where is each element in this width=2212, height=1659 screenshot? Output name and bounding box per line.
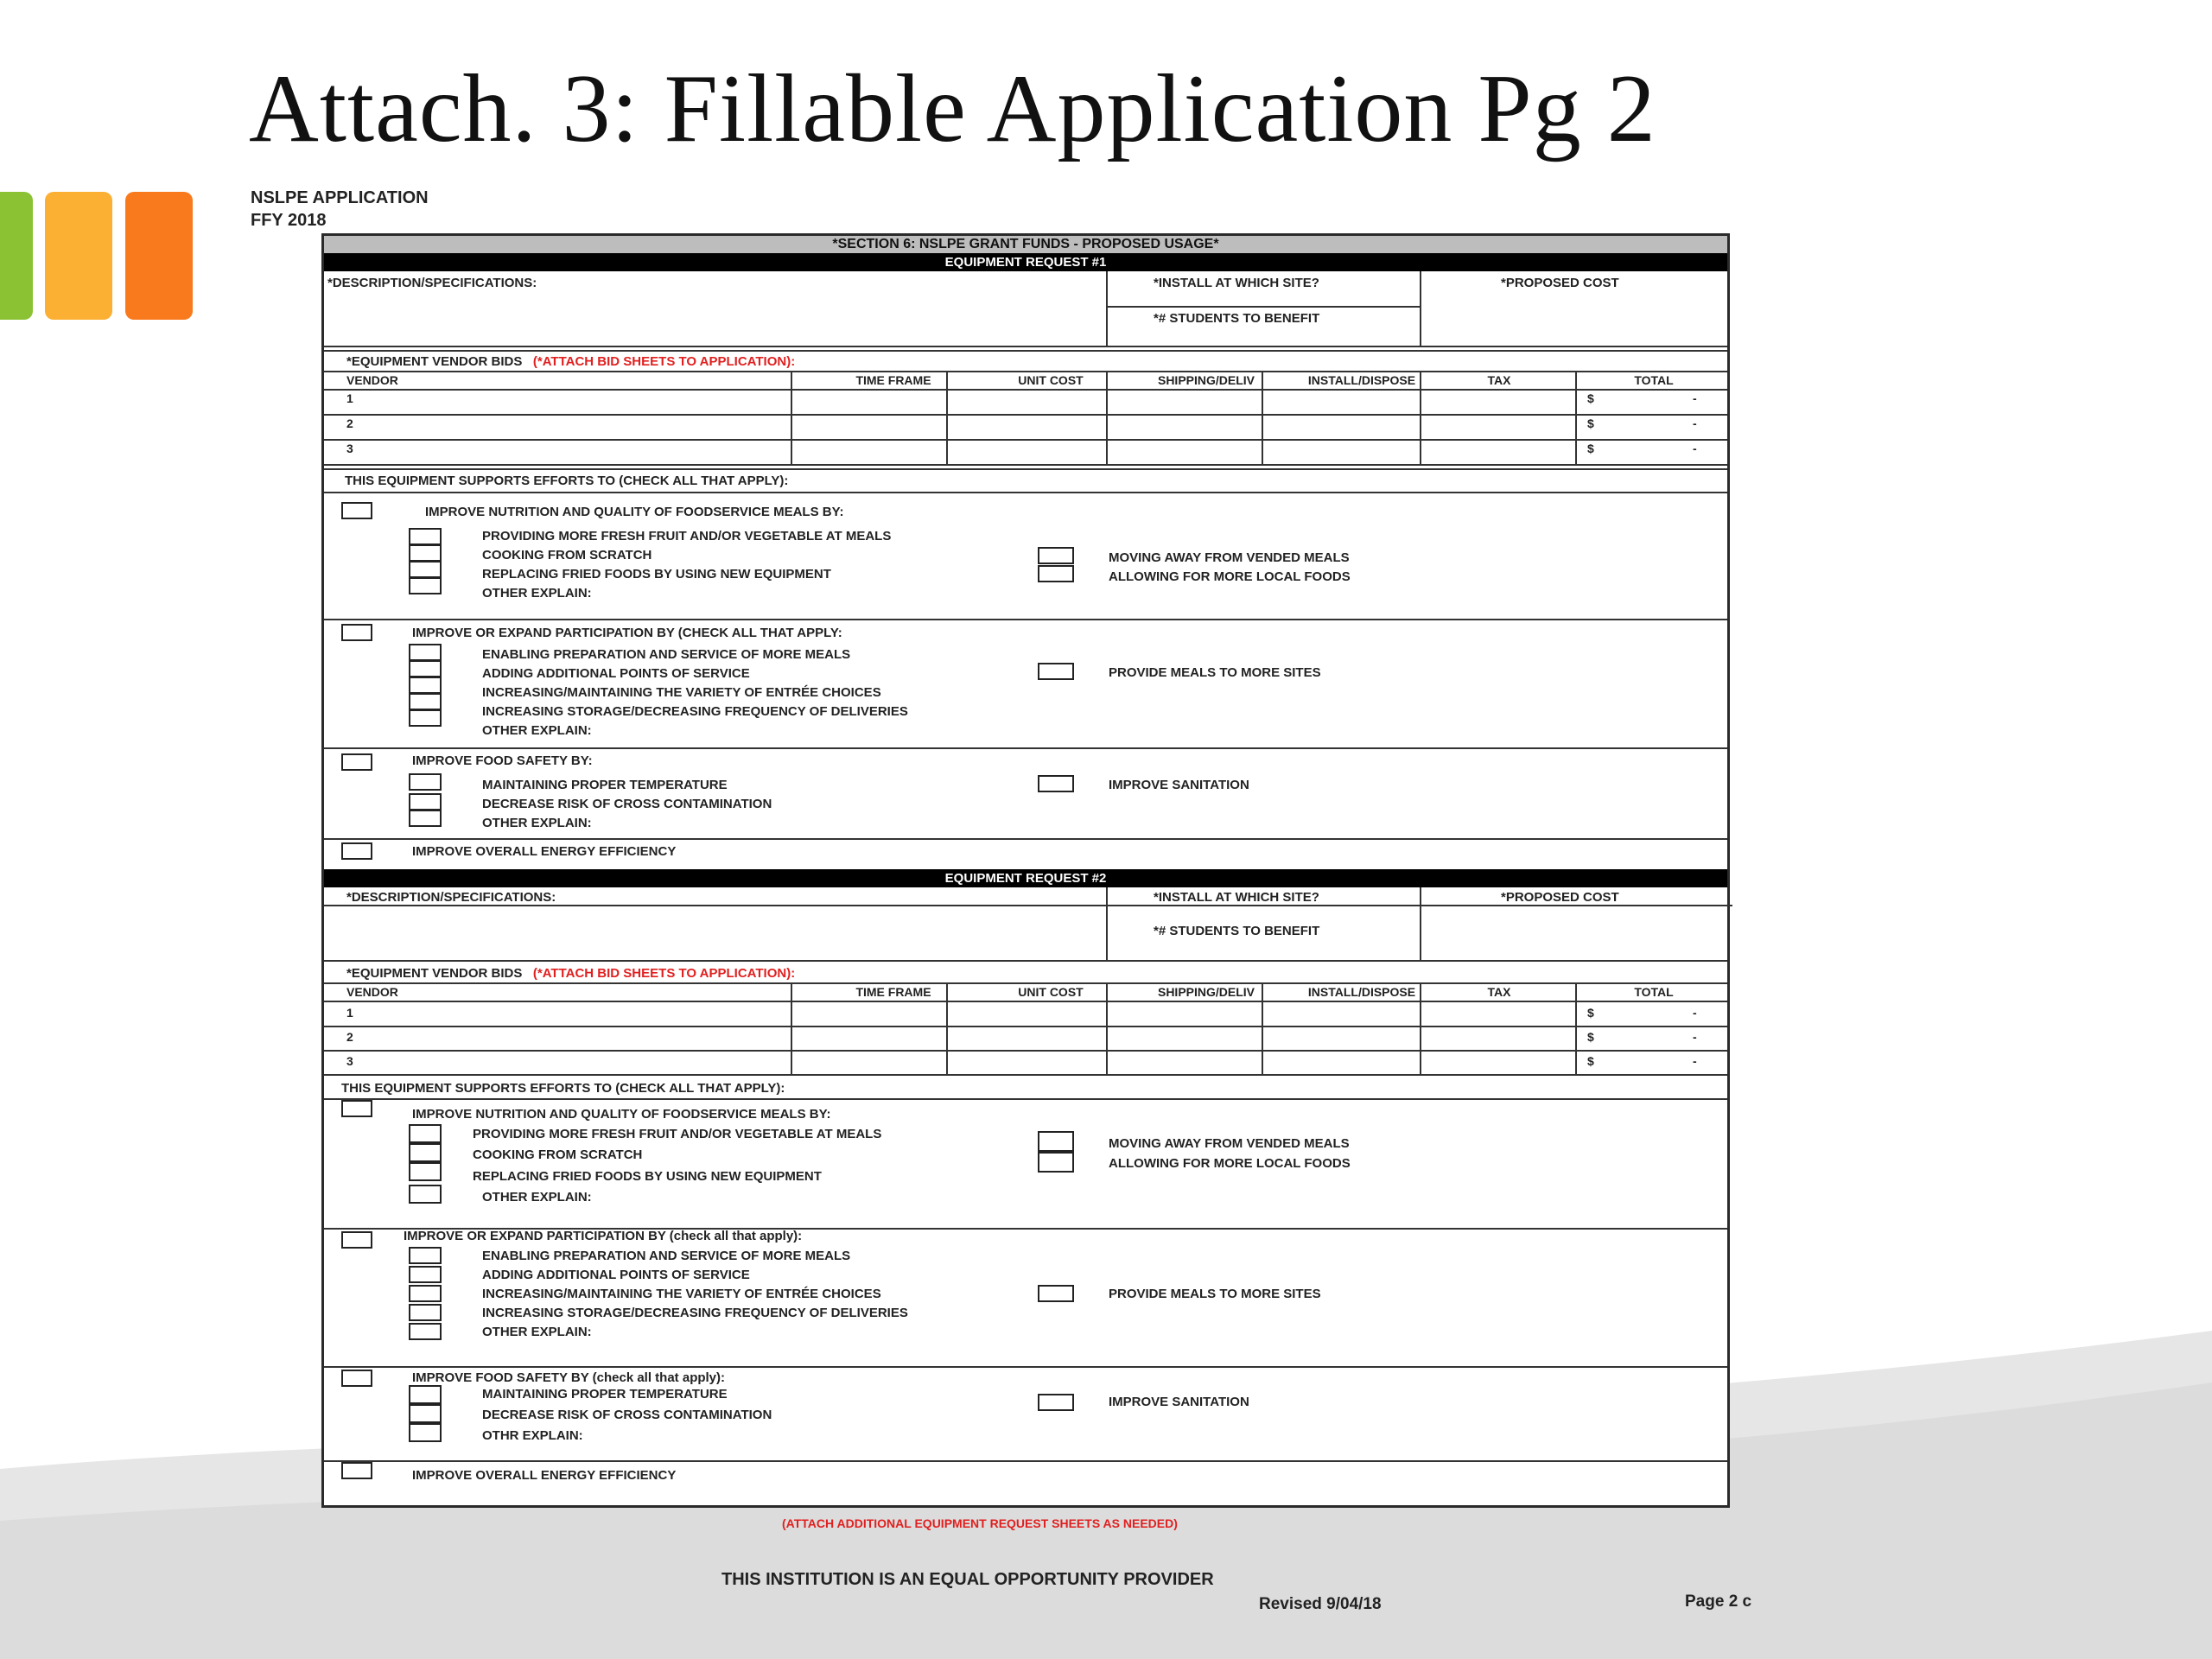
req1-participation-item-2: ADDING ADDITIONAL POINTS OF SERVICE: [482, 666, 750, 681]
table-row-dollar: $: [1587, 1006, 1594, 1020]
req2-safety-checkbox[interactable]: [341, 1370, 372, 1387]
req2-participation-checkbox-4[interactable]: [409, 1304, 442, 1321]
req2-participation-item-2: ADDING ADDITIONAL POINTS OF SERVICE: [482, 1268, 750, 1282]
req2-description-text: *DESCRIPTION/SPECIFICATIONS:: [346, 890, 556, 905]
req2-local-label: ALLOWING FOR MORE LOCAL FOODS: [1109, 1156, 1351, 1171]
req2-supports-label: THIS EQUIPMENT SUPPORTS EFFORTS TO (CHECK ALL THAT APPLY):: [341, 1081, 785, 1096]
section-title: *SECTION 6: NSLPE GRANT FUNDS - PROPOSED USAGE*: [324, 236, 1727, 253]
table-row-number: 1: [346, 391, 353, 405]
req1-install-label: *INSTALL AT WHICH SITE?: [1154, 276, 1319, 290]
req2-col-shipping: SHIPPING/DELIV: [1157, 985, 1255, 999]
req2-participation-title: IMPROVE OR EXPAND PARTICIPATION BY (check all that apply):: [404, 1229, 803, 1243]
table-row-dash: -: [1693, 391, 1697, 405]
divider: [324, 350, 1727, 352]
req2-nutrition-item-1: PROVIDING MORE FRESH FRUIT AND/OR VEGETABLE AT MEALS: [473, 1127, 882, 1141]
req1-nutrition-checkbox-2[interactable]: [409, 544, 442, 562]
req2-col-install: INSTALL/DISPOSE: [1307, 985, 1416, 999]
req2-nutrition-checkbox-1[interactable]: [409, 1124, 442, 1143]
divider: [324, 346, 1727, 347]
req2-safety-checkbox-2[interactable]: [409, 1404, 442, 1423]
req2-sanitation-checkbox[interactable]: [1038, 1394, 1074, 1411]
table-row-dollar: $: [1587, 442, 1594, 455]
req2-nutrition-checkbox-3[interactable]: [409, 1162, 442, 1181]
req1-nutrition-checkbox-1[interactable]: [409, 528, 442, 545]
table-row-dash: -: [1693, 1006, 1697, 1020]
table-row-number: 1: [346, 1006, 353, 1020]
req1-vended-checkbox[interactable]: [1038, 547, 1074, 564]
table-row-number: 2: [346, 416, 353, 430]
document-header: [251, 187, 429, 232]
req2-col-vendor: VENDOR: [346, 985, 398, 999]
req1-nutrition-item-1: PROVIDING MORE FRESH FRUIT AND/OR VEGETABLE AT MEALS: [482, 529, 892, 543]
req1-safety-checkbox-2[interactable]: [409, 793, 442, 810]
divider: [1262, 982, 1263, 1076]
req2-safety-checkbox-3[interactable]: [409, 1423, 442, 1442]
req2-col-time-frame: TIME FRAME: [855, 985, 931, 999]
req1-vended-label: MOVING AWAY FROM VENDED MEALS: [1109, 550, 1350, 565]
table-row-number: 2: [346, 1030, 353, 1044]
divider: [1575, 371, 1577, 466]
req1-participation-item-4: INCREASING STORAGE/DECREASING FREQUENCY OF DELIVERIES: [482, 704, 908, 719]
table-row-dash: -: [1693, 416, 1697, 430]
divider: [324, 468, 1727, 470]
req2-participation-checkbox[interactable]: [341, 1231, 372, 1249]
req1-participation-checkbox-3[interactable]: [409, 677, 442, 694]
divider: [946, 982, 948, 1076]
req1-bids-note: (*ATTACH BID SHEETS TO APPLICATION):: [532, 354, 796, 369]
divider: [324, 1074, 1727, 1076]
equipment-request-1-title: EQUIPMENT REQUEST #1: [324, 253, 1727, 271]
req2-participation-item-3: INCREASING/MAINTAINING THE VARIETY OF ENTRÉE CHOICES: [482, 1287, 881, 1301]
req2-safety-item-3: OTHR EXPLAIN:: [482, 1428, 583, 1443]
req2-vendor-bids-label: [346, 966, 795, 981]
divider: [1575, 982, 1577, 1076]
yellow-bar: [45, 192, 112, 320]
req2-nutrition-item-4: OTHER EXPLAIN:: [482, 1190, 592, 1205]
table-row-dollar: $: [1587, 1030, 1594, 1044]
divider: [324, 1001, 1727, 1002]
req1-description-label: [327, 276, 537, 290]
req2-vended-label: MOVING AWAY FROM VENDED MEALS: [1109, 1136, 1350, 1151]
req1-col-install: INSTALL/DISPOSE: [1307, 373, 1416, 387]
divider: [1106, 905, 1732, 906]
slide-title: Attach. 3: Fillable Application Pg 2: [249, 55, 1656, 162]
divider: [1106, 306, 1420, 308]
req1-participation-checkbox-2[interactable]: [409, 660, 442, 677]
req1-safety-item-2: DECREASE RISK OF CROSS CONTAMINATION: [482, 797, 772, 811]
divider: [1106, 371, 1108, 466]
table-row-dollar: $: [1587, 391, 1594, 405]
divider: [1106, 982, 1108, 1076]
divider: [324, 1098, 1727, 1100]
req2-nutrition-item-2: COOKING FROM SCRATCH: [473, 1147, 643, 1162]
table-row-dollar: $: [1587, 416, 1594, 430]
divider: [791, 982, 792, 1076]
table-row-dash: -: [1693, 442, 1697, 455]
req1-more-sites-checkbox[interactable]: [1038, 663, 1074, 680]
doc-header-line2: FFY 2018: [251, 211, 327, 230]
req2-nutrition-title: IMPROVE NUTRITION AND QUALITY OF FOODSERVICE MEALS BY:: [412, 1107, 831, 1122]
divider: [324, 747, 1727, 749]
table-row-dash: -: [1693, 1030, 1697, 1044]
divider: [324, 838, 1727, 840]
req1-col-unit-cost: UNIT COST: [1018, 373, 1084, 387]
divider: [1420, 271, 1421, 346]
table-row-number: 3: [346, 1054, 353, 1068]
req2-description-label: [346, 890, 556, 905]
req1-sanitation-checkbox[interactable]: [1038, 775, 1074, 792]
req2-col-unit-cost: UNIT COST: [1018, 985, 1084, 999]
divider: [1262, 371, 1263, 466]
divider: [324, 1026, 1727, 1027]
page-number: Page 2 c: [1685, 1592, 1752, 1611]
req1-safety-checkbox[interactable]: [341, 753, 372, 771]
divider: [324, 371, 1727, 372]
req1-local-checkbox[interactable]: [1038, 565, 1074, 582]
divider: [324, 492, 1727, 493]
green-bar: [0, 192, 33, 320]
req1-supports-label: THIS EQUIPMENT SUPPORTS EFFORTS TO (CHECK ALL THAT APPLY):: [345, 474, 789, 488]
equipment-request-2-title: EQUIPMENT REQUEST #2: [324, 869, 1727, 887]
divider: [324, 960, 1727, 962]
req2-nutrition-item-3: REPLACING FRIED FOODS BY USING NEW EQUIPMENT: [473, 1169, 822, 1184]
req1-safety-item-1: MAINTAINING PROPER TEMPERATURE: [482, 778, 728, 792]
orange-bar: [125, 192, 193, 320]
divider: [1106, 887, 1108, 960]
divider: [324, 982, 1727, 984]
req2-safety-item-1: MAINTAINING PROPER TEMPERATURE: [482, 1387, 728, 1402]
req1-nutrition-item-3: REPLACING FRIED FOODS BY USING NEW EQUIPMENT: [482, 567, 831, 582]
doc-header-line1: NSLPE APPLICATION: [251, 188, 429, 207]
req2-participation-item-5: OTHER EXPLAIN:: [482, 1325, 592, 1339]
req2-vended-checkbox[interactable]: [1038, 1131, 1074, 1152]
divider: [1420, 371, 1421, 466]
table-row-dollar: $: [1587, 1054, 1594, 1068]
req2-install-label: *INSTALL AT WHICH SITE?: [1154, 890, 1319, 905]
divider: [324, 1050, 1727, 1052]
req1-safety-item-3: OTHER EXPLAIN:: [482, 816, 592, 830]
divider: [1420, 982, 1421, 1076]
req1-participation-item-3: INCREASING/MAINTAINING THE VARIETY OF ENTRÉE CHOICES: [482, 685, 881, 700]
req2-energy-title: IMPROVE OVERALL ENERGY EFFICIENCY: [412, 1468, 677, 1483]
req1-nutrition-item-2: COOKING FROM SCRATCH: [482, 548, 652, 563]
req1-participation-checkbox-5[interactable]: [409, 709, 442, 727]
req1-participation-item-5: OTHER EXPLAIN:: [482, 723, 592, 738]
req1-participation-item-1: ENABLING PREPARATION AND SERVICE OF MORE MEALS: [482, 647, 851, 662]
divider: [946, 371, 948, 466]
divider: [324, 389, 1727, 391]
attach-additional-note: (ATTACH ADDITIONAL EQUIPMENT REQUEST SHEETS AS NEEDED): [782, 1516, 1178, 1530]
req1-nutrition-checkbox-3[interactable]: [409, 561, 442, 578]
req2-students-label: *# STUDENTS TO BENEFIT: [1154, 924, 1320, 938]
req1-col-time-frame: TIME FRAME: [855, 373, 931, 387]
req1-participation-checkbox[interactable]: [341, 624, 372, 641]
req1-participation-title: IMPROVE OR EXPAND PARTICIPATION BY (CHECK ALL THAT APPLY:: [412, 626, 842, 640]
table-row-number: 3: [346, 442, 353, 455]
application-form: [321, 233, 1730, 1508]
divider: [324, 439, 1727, 441]
req1-description-text: *DESCRIPTION/SPECIFICATIONS:: [327, 276, 537, 290]
req2-sanitation-label: IMPROVE SANITATION: [1109, 1395, 1249, 1409]
divider: [324, 464, 1727, 466]
req1-safety-title: IMPROVE FOOD SAFETY BY:: [412, 753, 593, 768]
divider: [324, 414, 1727, 416]
req2-participation-item-4: INCREASING STORAGE/DECREASING FREQUENCY OF DELIVERIES: [482, 1306, 908, 1320]
req2-col-tax: TAX: [1487, 985, 1511, 999]
req1-col-total: TOTAL: [1634, 373, 1674, 387]
req2-col-total: TOTAL: [1634, 985, 1674, 999]
req1-participation-checkbox-1[interactable]: [409, 644, 442, 661]
req2-safety-checkbox-1[interactable]: [409, 1385, 442, 1404]
equal-opportunity-statement: THIS INSTITUTION IS AN EQUAL OPPORTUNITY PROVIDER: [721, 1570, 1214, 1589]
divider: [324, 1366, 1727, 1368]
divider: [1106, 271, 1108, 346]
req1-col-vendor: VENDOR: [346, 373, 398, 387]
req1-nutrition-item-4: OTHER EXPLAIN:: [482, 586, 592, 601]
req2-more-sites-checkbox[interactable]: [1038, 1285, 1074, 1302]
req1-energy-title: IMPROVE OVERALL ENERGY EFFICIENCY: [412, 844, 677, 859]
req2-participation-checkbox-2[interactable]: [409, 1266, 442, 1283]
divider: [324, 619, 1727, 620]
req2-participation-item-1: ENABLING PREPARATION AND SERVICE OF MORE MEALS: [482, 1249, 851, 1263]
req1-safety-checkbox-1[interactable]: [409, 773, 442, 791]
req2-bids-note: (*ATTACH BID SHEETS TO APPLICATION):: [532, 966, 796, 981]
req2-bids-text: *EQUIPMENT VENDOR BIDS: [346, 966, 523, 981]
revised-date: Revised 9/04/18: [1259, 1595, 1382, 1613]
req1-bids-text: *EQUIPMENT VENDOR BIDS: [346, 354, 523, 369]
req1-nutrition-checkbox-4[interactable]: [409, 577, 442, 594]
divider: [791, 371, 792, 466]
req1-participation-checkbox-4[interactable]: [409, 693, 442, 710]
req1-students-label: *# STUDENTS TO BENEFIT: [1154, 311, 1320, 326]
req2-safety-title: IMPROVE FOOD SAFETY BY (check all that apply):: [412, 1370, 726, 1385]
table-row-dash: -: [1693, 1054, 1697, 1068]
req1-more-sites-label: PROVIDE MEALS TO MORE SITES: [1109, 665, 1321, 680]
req2-local-checkbox[interactable]: [1038, 1152, 1074, 1173]
divider: [324, 1460, 1727, 1462]
req1-col-tax: TAX: [1487, 373, 1511, 387]
req2-participation-checkbox-1[interactable]: [409, 1247, 442, 1264]
req1-nutrition-checkbox[interactable]: [341, 502, 372, 519]
req1-energy-checkbox[interactable]: [341, 842, 372, 860]
req2-nutrition-checkbox-2[interactable]: [409, 1143, 442, 1162]
req2-more-sites-label: PROVIDE MEALS TO MORE SITES: [1109, 1287, 1321, 1301]
req1-sanitation-label: IMPROVE SANITATION: [1109, 778, 1249, 792]
divider: [324, 905, 1106, 906]
req2-nutrition-checkbox[interactable]: [341, 1100, 372, 1117]
req1-cost-label: *PROPOSED COST: [1501, 276, 1619, 290]
req2-cost-label: *PROPOSED COST: [1501, 890, 1619, 905]
divider: [1420, 887, 1421, 960]
req1-col-shipping: SHIPPING/DELIV: [1157, 373, 1255, 387]
req2-participation-checkbox-5[interactable]: [409, 1323, 442, 1340]
req1-nutrition-title: IMPROVE NUTRITION AND QUALITY OF FOODSERVICE MEALS BY:: [425, 505, 844, 519]
req2-nutrition-checkbox-4[interactable]: [409, 1185, 442, 1204]
req2-participation-checkbox-3[interactable]: [409, 1285, 442, 1302]
req2-safety-item-2: DECREASE RISK OF CROSS CONTAMINATION: [482, 1408, 772, 1422]
req2-energy-checkbox[interactable]: [341, 1462, 372, 1479]
req1-safety-checkbox-3[interactable]: [409, 810, 442, 827]
req1-local-label: ALLOWING FOR MORE LOCAL FOODS: [1109, 569, 1351, 584]
req1-vendor-bids-label: [346, 354, 795, 369]
